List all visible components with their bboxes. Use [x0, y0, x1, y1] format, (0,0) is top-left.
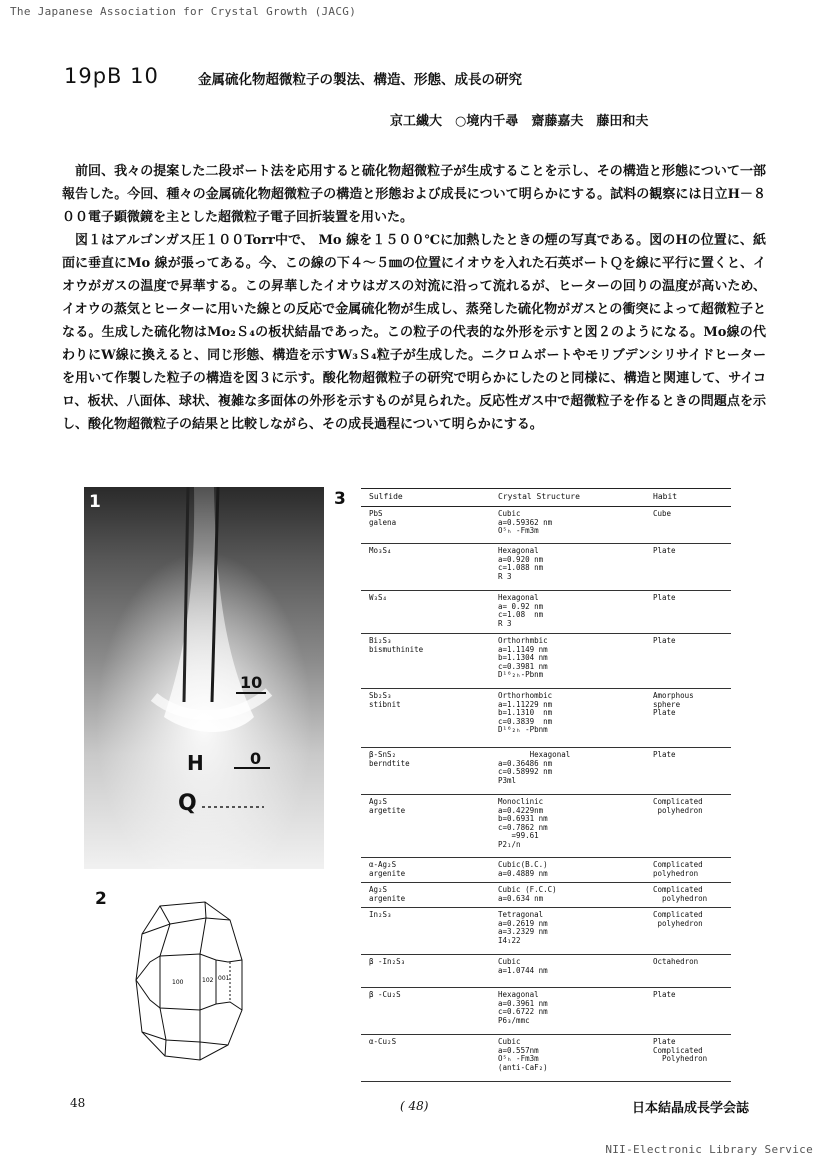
sulfide-cell: Bi₂S₃ bismuthinite — [369, 636, 424, 654]
paper-code: 19pB 10 — [64, 64, 159, 88]
habit-cell: Plate — [653, 636, 676, 645]
column-header: Sulfide — [369, 492, 403, 501]
habit-cell: Plate — [653, 593, 676, 602]
structure-cell: Orthorhmbic a=1.1149 nm b=1.1304 nm c=0.3981 nm D¹⁶₂ₕ-Pbnm — [498, 636, 548, 680]
structure-cell: Cubic a=0.59362 nm O⁵ₕ -Fm3m — [498, 509, 553, 536]
journal-name: 日本結晶成長学会誌 — [632, 1101, 750, 1116]
paper-title: 金属硫化物超微粒子の製法、構造、形態、成長の研究 — [198, 72, 522, 88]
abstract-body — [62, 160, 766, 436]
table-row — [361, 795, 731, 858]
table-row — [361, 507, 731, 544]
structure-cell: Orthorhombic a=1.11229 nm b=1.1310 nm c=0.3839 nm D¹⁶₂ₕ -Pbnm — [498, 691, 553, 735]
habit-cell: Complicated polyhedron — [653, 860, 703, 878]
sulfide-cell: W₃S₄ — [369, 593, 388, 602]
habit-cell: Plate Complicated Polyhedron — [653, 1037, 708, 1064]
table-body — [361, 507, 731, 1082]
table-row — [361, 591, 731, 634]
author-line — [390, 110, 648, 129]
figure-1-photo — [84, 487, 324, 869]
sulfide-cell: In₂S₃ — [369, 910, 392, 919]
table-row — [361, 883, 731, 908]
structure-cell: Cubic (F.C.C) a=0.634 nm — [498, 885, 557, 903]
habit-cell: Complicated polyhedron — [653, 885, 708, 903]
sulfide-cell: α-Ag₂S argenite — [369, 860, 406, 878]
face-label: 100 — [172, 979, 184, 986]
paragraph: 前回、我々の提案した二段ボート法を応用すると硫化物超微粒子が生成することを示し、その構造と形態について一部報告した。今回、種々の金属硫化物超微粒子の構造と形態および成長について明らかにする。試料の観察には日立H－８００電子顕微鏡を主とした超微粒子電子回折装置を用いた。 — [62, 164, 766, 225]
sulfide-cell: Ag₂S argenite — [369, 885, 406, 903]
column-header: Habit — [653, 492, 678, 501]
authors: ○境内千尋 齋藤嘉夫 藤田和夫 — [455, 114, 649, 129]
structure-cell: Cubic a=1.0744 nm — [498, 957, 548, 975]
paragraph: 図１はアルゴンガス圧１００Torr中で、 Mo 線を１５００℃に加熱したときの煙の写真である。図のHの位置に、紙面に垂直にMo 線が張ってある。今、この線の下４～５㎜の位置にイオウを入れた石英ボートＱを線に平行に置くと、イオウがガスの温度で昇華する。この昇華したイオウはガスの対流に沿って流れるが、ヒーターの回りの温度が高いため、イオウの蒸気とヒーターに用いた線との反応で金属硫化物が生成し、蒸発した硫化物がガスとの衝突によって超微粒子となる。生成した硫化物はMo₂Ｓ₄の板状結晶であった。この粒子の代表的な外形を示すと図２のようになる。Mo線の代わりにW線に換えると、同じ形態、構造を示すW₃Ｓ₄粒子が生成した。ニクロムボートやモリブデンシリサイドヒーターを用いて作製した粒子の構造を図３に示す。酸化物超微粒子の研究で明らかにしたのと同様に、構造と関連して、サイコロ、板状、八面体、球状、複雑な多面体の外形を示すものが見られた。反応性ガス中で超微粒子を作るときの問題点を示し、酸化物超微粒子の結果と比較しながら、その成長過程について明らかにする。 — [62, 233, 766, 432]
sulfide-cell: β -In₂S₃ — [369, 957, 406, 966]
figure-1-label: 1 — [89, 492, 101, 512]
table-row — [361, 544, 731, 591]
scale-mark-10: 10 — [240, 673, 263, 692]
table-row — [361, 689, 731, 748]
habit-cell: Amorphous sphere Plate — [653, 691, 694, 718]
structure-cell: Cubic(B.C.) a=0.4889 nm — [498, 860, 548, 878]
smoke-plume — [84, 487, 324, 869]
structure-cell: Hexagonal a=0.36486 nm c=0.58992 nm P3ml — [498, 750, 571, 785]
habit-cell: Complicated polyhedron — [653, 797, 703, 815]
figure-3-table — [361, 488, 731, 1082]
page-number-center: ( 48) — [400, 1099, 429, 1113]
sulfide-cell: β-SnS₂ berndtite — [369, 750, 410, 768]
archive-header: The Japanese Association for Crystal Growth (JACG) — [10, 5, 357, 18]
structure-cell: Hexagonal a= 0.92 nm c=1.08 nm R 3 — [498, 593, 544, 628]
table-row — [361, 858, 731, 883]
habit-cell: Plate — [653, 546, 676, 555]
table-row — [361, 634, 731, 689]
table-row — [361, 908, 731, 955]
marker-zero: 0 — [250, 749, 262, 768]
sulfide-cell: PbS galena — [369, 509, 397, 527]
face-label: 001 — [218, 975, 230, 982]
face-label: 102 — [202, 977, 214, 984]
figure-2-label: 2 — [95, 889, 107, 909]
table-row — [361, 955, 731, 988]
structure-cell: Tetragonal a=0.2619 nm a=3.2329 nm I4₁22 — [498, 910, 548, 945]
figure-3-label: 3 — [334, 489, 346, 509]
marker-H: H — [187, 751, 204, 775]
marker-Q: Q — [178, 791, 197, 816]
structure-cell: Hexagonal a=0.920 nm c=1.088 nm R 3 — [498, 546, 544, 581]
habit-cell: Octahedron — [653, 957, 699, 966]
sulfide-cell: Mo₃S₄ — [369, 546, 392, 555]
table-row — [361, 748, 731, 795]
column-header: Crystal Structure — [498, 492, 580, 501]
sulfide-cell: β -Cu₂S — [369, 990, 401, 999]
structure-cell: Monoclinic a=0.4229nm b=0.6931 nm c=0.7862 nm =99.61 P2₁/n — [498, 797, 548, 849]
habit-cell: Complicated polyhedron — [653, 910, 703, 928]
structure-cell: Cubic a=0.557nm O⁵ₕ -Fm3m (anti-CaF₂) — [498, 1037, 548, 1072]
habit-cell: Plate — [653, 750, 676, 759]
page-number: 48 — [70, 1096, 86, 1110]
table-row — [361, 988, 731, 1035]
habit-cell: Cube — [653, 509, 672, 518]
sulfide-cell: α-Cu₂S — [369, 1037, 397, 1046]
library-service-footer: NII-Electronic Library Service — [605, 1143, 813, 1156]
figure-2-polyhedron — [130, 900, 250, 1062]
habit-cell: Plate — [653, 990, 676, 999]
affiliation: 京工繊大 — [390, 114, 443, 129]
sulfide-cell: Sb₂S₃ stibnit — [369, 691, 401, 709]
table-header — [361, 488, 731, 507]
table-row — [361, 1035, 731, 1082]
structure-cell: Hexagonal a=0.3961 nm c=0.6722 nm P6₃/mmc — [498, 990, 548, 1025]
sulfide-cell: Ag₂S argetite — [369, 797, 406, 815]
